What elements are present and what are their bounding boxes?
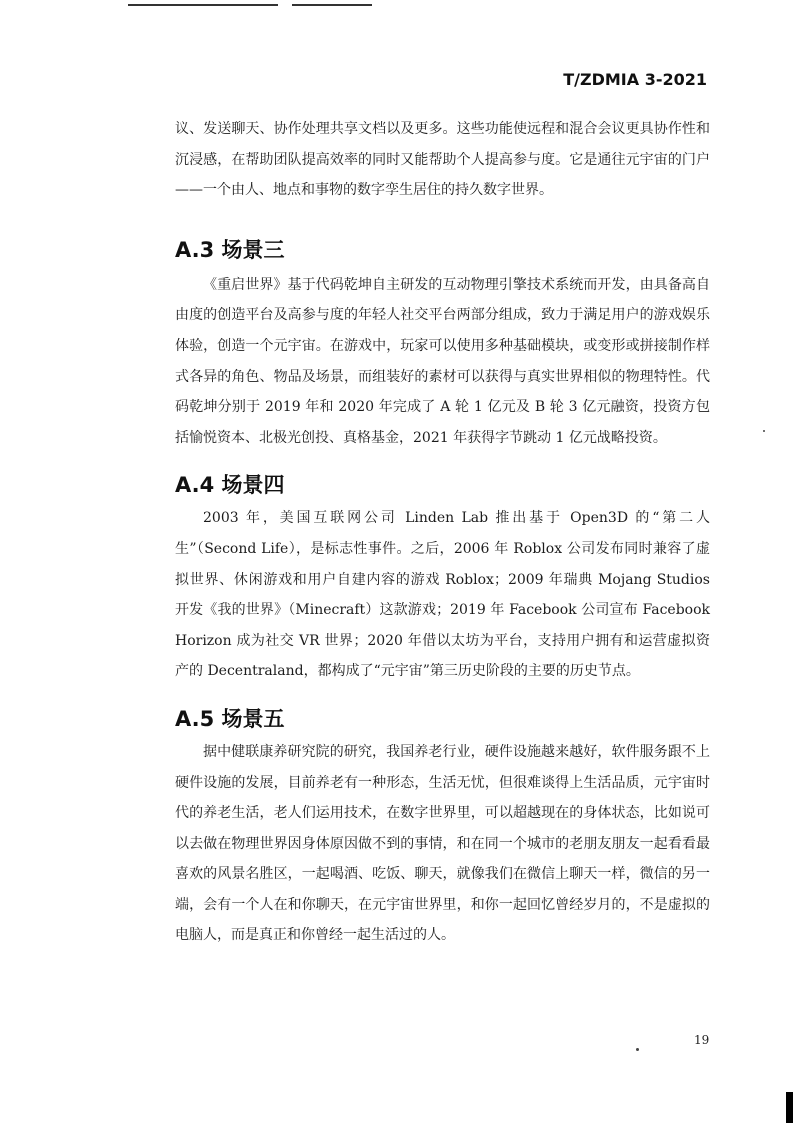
intro-paragraph: 议、发送聊天、协作处理共享文档以及更多。这些功能使远程和混合会议更具协作性和沉浸感，在帮助团队提高效率的同时又能帮助个人提高参与度。它是通往元宇宙的门户——一个由人、地点和事物的数字孪生居住的持久数字世界。 (175, 121, 710, 199)
scan-top-rule (292, 4, 372, 6)
section-heading-a4: A.4 场景四 (175, 473, 285, 498)
scan-top-rule (128, 4, 278, 6)
section-paragraph-a3: 《重启世界》基于代码乾坤自主研发的互动物理引擎技术系统而开发，由具备高自由度的创造平台及高参与度的年轻人社交平台两部分组成，致力于满足用户的游戏娱乐体验，创造一个元宇宙。在游戏中，玩家可以使用多种基础模块，或变形或拼接制作样式各异的角色、物品及场景，而组装好的素材可以获得与真实世界相似的物理特性。代码乾坤分别于 2019 年和 2020 年完成了 A 轮 1 亿元及 B 轮 3 亿元融资，投资方包括愉悦资本、北极光创投、真格基金，2021 年获得字节跳动 1 亿元战略投资。 (175, 276, 710, 446)
document-code: T/ZDMIA 3-2021 (563, 70, 707, 89)
section-heading-a3: A.3 场景三 (175, 237, 285, 262)
section-heading-a5: A.5 场景五 (175, 706, 285, 731)
page-body (175, 114, 710, 951)
scan-speck (636, 1048, 639, 1051)
page-number: 19 (694, 1033, 710, 1047)
scan-speck (763, 430, 765, 432)
scan-edge-mark (786, 1092, 793, 1123)
section-paragraph-a4: 2003 年，美国互联网公司 Linden Lab 推出基于 Open3D 的“第二人生”（Second Life），是标志性事件。之后，2006 年 Roblox 公司发布同时兼容了虚拟世界、休闲游戏和用户自建内容的游戏 Roblox；2009 年瑞典 Mojang Studios 开发《我的世界》（Minecraft）这款游戏；2019 年 Facebook 公司宣布 Facebook Horizon 成为社交 VR 世界；2020 年借以太坊为平台，支持用户拥有和运营虚拟资产的 Decentraland，都构成了“元宇宙”第三历史阶段的主要的历史节点。 (175, 510, 710, 680)
section-paragraph-a5: 据中健联康养研究院的研究，我国养老行业，硬件设施越来越好，软件服务跟不上硬件设施的发展，目前养老有一种形态，生活无忧，但很难谈得上生活品质，元宇宙时代的养老生活，老人们运用技术，在数字世界里，可以超越现在的身体状态，比如说可以去做在物理世界因身体原因做不到的事情，和在同一个城市的老朋友朋友一起看看最喜欢的风景名胜区，一起喝酒、吃饭、聊天，就像我们在微信上聊天一样，微信的另一端，会有一个人在和你聊天，在元宇宙世界里，和你一起回忆曾经岁月的，不是虚拟的电脑人，而是真正和你曾经一起生活过的人。 (175, 743, 710, 944)
